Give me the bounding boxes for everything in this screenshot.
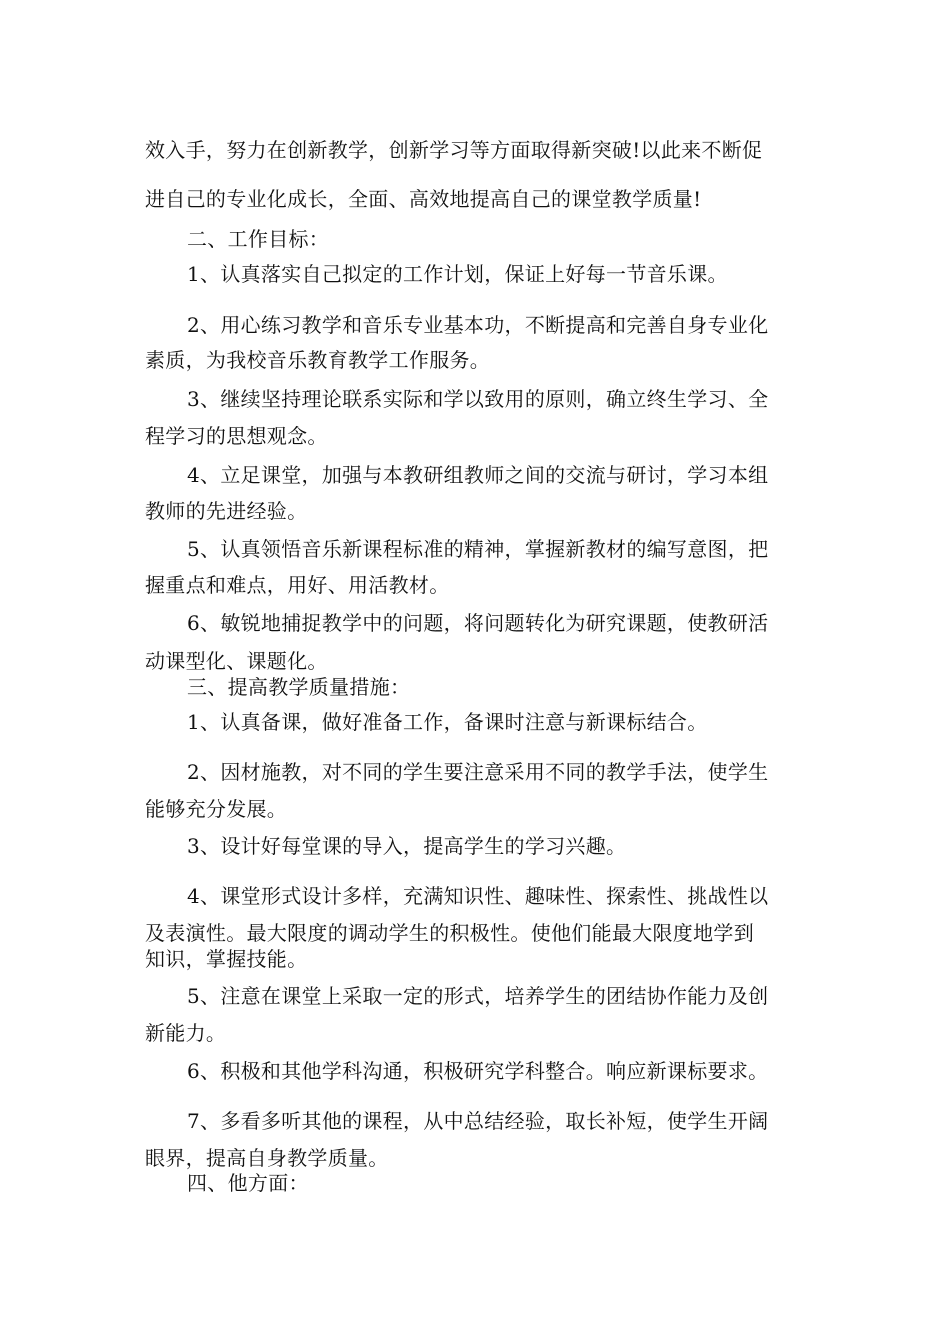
paragraph-line: 4、课堂形式设计多样，充满知识性、趣味性、探索性、挑战性以 [187,884,769,908]
paragraph-line: 2、用心练习教学和音乐专业基本功，不断提高和完善自身专业化 [187,313,769,337]
paragraph-line: 教师的先进经验。 [145,499,308,523]
paragraph-line: 6、积极和其他学科沟通，积极研究学科整合。响应新课标要求。 [187,1059,769,1083]
paragraph-line: 3、继续坚持理论联系实际和学以致用的原则，确立终生学习、全 [187,387,769,411]
paragraph-line: 效入手，努力在创新教学，创新学习等方面取得新突破!以此来不断促 [145,138,763,162]
paragraph-line: 及表演性。最大限度的调动学生的积极性。使他们能最大限度地学到 [145,921,754,945]
paragraph-line: 5、注意在课堂上采取一定的形式，培养学生的团结协作能力及创 [187,984,769,1008]
section-heading: 三、提高教学质量措施： [187,675,411,699]
paragraph-line: 1、认真备课，做好准备工作，备课时注意与新课标结合。 [187,710,708,734]
paragraph-line: 5、认真领悟音乐新课程标准的精神，掌握新教材的编写意图，把 [187,537,769,561]
paragraph-line: 4、立足课堂，加强与本教研组教师之间的交流与研讨，学习本组 [187,463,769,487]
paragraph-line: 程学习的思想观念。 [145,424,328,448]
paragraph-line: 新能力。 [145,1021,227,1045]
paragraph-line: 进自己的专业化成长，全面、高效地提高自己的课堂教学质量! [145,187,702,211]
paragraph-line: 能够充分发展。 [145,797,288,821]
section-heading: 二、工作目标： [187,227,330,251]
paragraph-line: 1、认真落实自己拟定的工作计划，保证上好每一节音乐课。 [187,262,728,286]
paragraph-line: 握重点和难点，用好、用活教材。 [145,573,450,597]
paragraph-line: 3、设计好每堂课的导入，提高学生的学习兴趣。 [187,834,627,858]
paragraph-line: 知识，掌握技能。 [145,947,308,971]
paragraph-line: 素质，为我校音乐教育教学工作服务。 [145,348,491,372]
section-heading: 四、他方面： [187,1171,309,1195]
paragraph-line: 眼界，提高自身教学质量。 [145,1146,389,1170]
paragraph-line: 2、因材施教，对不同的学生要注意采用不同的教学手法，使学生 [187,760,769,784]
paragraph-line: 7、多看多听其他的课程，从中总结经验，取长补短，使学生开阔 [187,1109,769,1133]
paragraph-line: 动课型化、课题化。 [145,649,328,673]
paragraph-line: 6、敏锐地捕捉教学中的问题，将问题转化为研究课题，使教研活 [187,611,769,635]
